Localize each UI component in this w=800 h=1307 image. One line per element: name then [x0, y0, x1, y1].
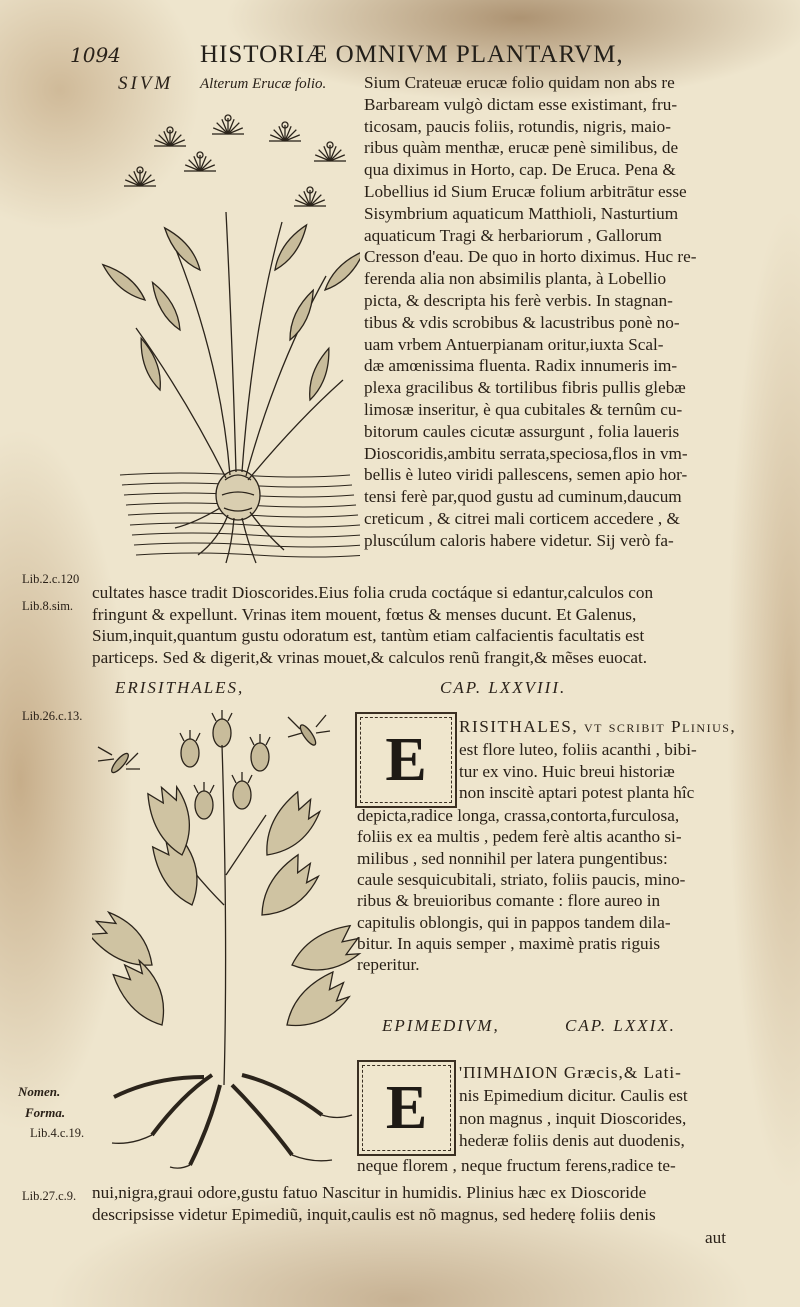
- sium-text-line: plexa gracilibus & tortilibus fibris pullis glebæ: [364, 378, 686, 398]
- sium-text-line: Barbaream vulgò dictam esse existimant, fru-: [364, 94, 678, 114]
- sium-text-line: uam vrbem Antuerpianam oritur,iuxta Scal-: [364, 334, 664, 354]
- sium-full-line: particeps. Sed & digerit,& vrinas mouet,& calculos renũ frangit,& mẽses euocat.: [92, 647, 648, 667]
- sium-text-line: ribus quàm menthæ, erucæ penè similibus, de: [364, 138, 679, 158]
- sium-figure-title: SIVM: [118, 73, 174, 94]
- erisithales-text-line: capitulis oblongis, qui in pappos tandem dila-: [357, 912, 671, 932]
- flower-head: [195, 791, 213, 819]
- erisithales-first-line: RISITHALES, vt scribit Plinius,: [459, 717, 737, 736]
- flower-head: [213, 719, 231, 747]
- erisithales-initial-line: tur ex vino. Huic breui historiæ: [459, 761, 675, 781]
- sium-text-line: ferenda alia non absimilis planta, à Lobellio: [364, 269, 667, 289]
- serrated-leaf: [279, 967, 354, 1042]
- flower-head: [233, 781, 251, 809]
- flower-head: [251, 743, 269, 771]
- serrated-leaf: [142, 781, 205, 860]
- sium-text-line: dæ amœnissima fluenta. Radix innumeris im-: [364, 356, 678, 376]
- margin-note-lib2: Lib.2.c.120: [22, 572, 80, 586]
- erisithales-text-line: reperitur.: [357, 955, 420, 975]
- epimedium-full-line: descripsisse videtur Epimediũ, inquit,caulis est nõ magnus, sed hederę foliis denis: [92, 1205, 656, 1224]
- insect-right-icon: [288, 715, 330, 747]
- sium-text-line: picta, & descripta his ferè verbis. In stagnan-: [364, 291, 673, 310]
- epimedium-line: neque florem , neque fructum ferens,radice te-: [357, 1156, 676, 1175]
- margin-note-lib4: Lib.4.c.19.: [30, 1126, 85, 1140]
- sium-text-line: bellis è luteo viridi pallescens, semen apio hor-: [364, 465, 688, 485]
- erisithales-text-line: milibus , sed nonnihil per latera pungentibus:: [357, 848, 668, 868]
- leaf: [304, 346, 334, 402]
- sium-full-line: cultates hasce tradit Dioscorides.Eius folia cruda coctáque si edantur,calculos con: [92, 583, 654, 602]
- erisithales-chapter: CAP. LXXVIII.: [440, 678, 567, 697]
- sium-text-line: tensi ferè par,quod gustu ad cuminum,daucum: [364, 487, 682, 507]
- sium-text-line: creticum , & citrei mali corticem accedere , &: [364, 509, 680, 528]
- leaf: [285, 288, 319, 343]
- serrated-leaf: [92, 908, 165, 975]
- flower-head: [181, 739, 199, 767]
- leaf: [321, 247, 360, 294]
- insect-left-icon: [98, 747, 140, 775]
- sium-plant-illustration: [100, 100, 360, 570]
- sium-full-line: fringunt & expellunt. Vrinas item mouent, fœtus & menses ducunt. Et Galenus,: [92, 604, 637, 624]
- margin-note-lib27: Lib.27.c.9.: [22, 1189, 77, 1203]
- sium-text-line: ticosam, paucis foliis, rotundis, nigris, maio-: [364, 116, 671, 136]
- water-line: [136, 553, 360, 557]
- erisithales-plant-illustration: [92, 705, 362, 1175]
- leaf: [270, 222, 311, 274]
- sium-text-line: Cresson d'eau. De quo in horto diximus. Huc re-: [364, 247, 697, 267]
- erisithales-text-line: ribus & breuioribus comante : flore aureo in: [357, 891, 661, 911]
- erisithales-text-line: foliis ex ea multis , pedem ferè altis acantho si-: [357, 827, 682, 847]
- serrated-leaf: [253, 851, 323, 929]
- sium-figure-subtitle: Alterum Erucæ folio.: [200, 76, 327, 92]
- sium-text-line: Sisymbrium aquaticum Matthioli, Nasturtium: [364, 203, 679, 223]
- erisithales-title: ERISITHALES,: [115, 678, 245, 697]
- epimedium-chapter: CAP. LXXIX.: [565, 1016, 676, 1035]
- water-line: [130, 523, 360, 527]
- sium-full-line: Sium,inquit,quantum gustu odoratum est, tantùm etiam calfacientis facultatis est: [92, 626, 645, 645]
- epimedium-initial-line: hederæ foliis denis aut duodenis,: [459, 1131, 685, 1150]
- serrated-leaf: [257, 789, 324, 868]
- water-line: [134, 543, 360, 547]
- page-number: 1094: [70, 43, 121, 67]
- erisithales-initial-line: non inscitè aptari potest planta hîc: [459, 783, 695, 802]
- leaf: [100, 260, 149, 305]
- sium-text-line: tibus & vdis scrobibus & lacustribus ponè no-: [364, 312, 680, 332]
- sium-text-line: limosæ inseritur, è qua cubitales & ternûm cu-: [364, 400, 683, 419]
- margin-note-forma: Forma.: [25, 1105, 66, 1120]
- sium-text-line: pluscúlum caloris habere videtur. Sij verò fa-: [364, 530, 674, 550]
- sium-text-line: aquaticum Tragi & herbariorum , Gallorum: [364, 225, 662, 245]
- margin-note-nomen: Nomen.: [18, 1084, 61, 1099]
- epimedium-first-line: 'ΠΙΜΗΔΙΟΝ Græcis,& Lati-: [459, 1063, 682, 1082]
- sium-text-line: Dioscoridis,ambitu serrata,speciosa,flos in vm-: [364, 443, 688, 463]
- leaf: [147, 279, 185, 333]
- serrated-leaf: [108, 955, 181, 1032]
- erisithales-drop-initial: E: [355, 712, 457, 808]
- epimedium-initial-line: non magnus , inquit Dioscorides,: [459, 1108, 687, 1128]
- sium-text-line: bitorum caules cicutæ assurgunt , folia laueris: [364, 421, 680, 441]
- running-title: HISTORIÆ OMNIVM PLANTARVM,: [200, 41, 624, 68]
- sium-text-line: qua diximus in Horto, cap. De Eruca. Pena &: [364, 160, 676, 180]
- epimedium-full-line: nui,nigra,graui odore,gustu fatuo Nascitur in humidis. Plinius hæc ex Dioscoride: [92, 1183, 647, 1202]
- epimedium-initial-line: nis Epimedium dicitur. Caulis est: [459, 1086, 688, 1105]
- sium-text-line: Lobellius id Sium Erucæ folium arbitrātur esse: [364, 182, 687, 201]
- erisithales-text-line: caule sesquicubitali, striato, foliis paucis, mino-: [357, 869, 686, 889]
- erisithales-initial-line: est flore luteo, foliis acanthi , bibi-: [459, 740, 697, 759]
- epimedium-title: EPIMEDIVM,: [382, 1016, 500, 1035]
- erisithales-text-line: bitur. In aquis semper , maximè pratis riguis: [357, 933, 661, 953]
- margin-note-lib8: Lib.8.sim.: [22, 599, 74, 613]
- catchword: aut: [705, 1228, 726, 1247]
- margin-note-lib26: Lib.26.c.13.: [22, 709, 83, 723]
- erisithales-text-line: depicta,radice longa, crassa,contorta,furculosa,: [357, 806, 680, 825]
- sium-text-line: Sium Crateuæ erucæ folio quidam non abs re: [364, 73, 675, 92]
- epimedium-drop-initial: E: [357, 1060, 456, 1156]
